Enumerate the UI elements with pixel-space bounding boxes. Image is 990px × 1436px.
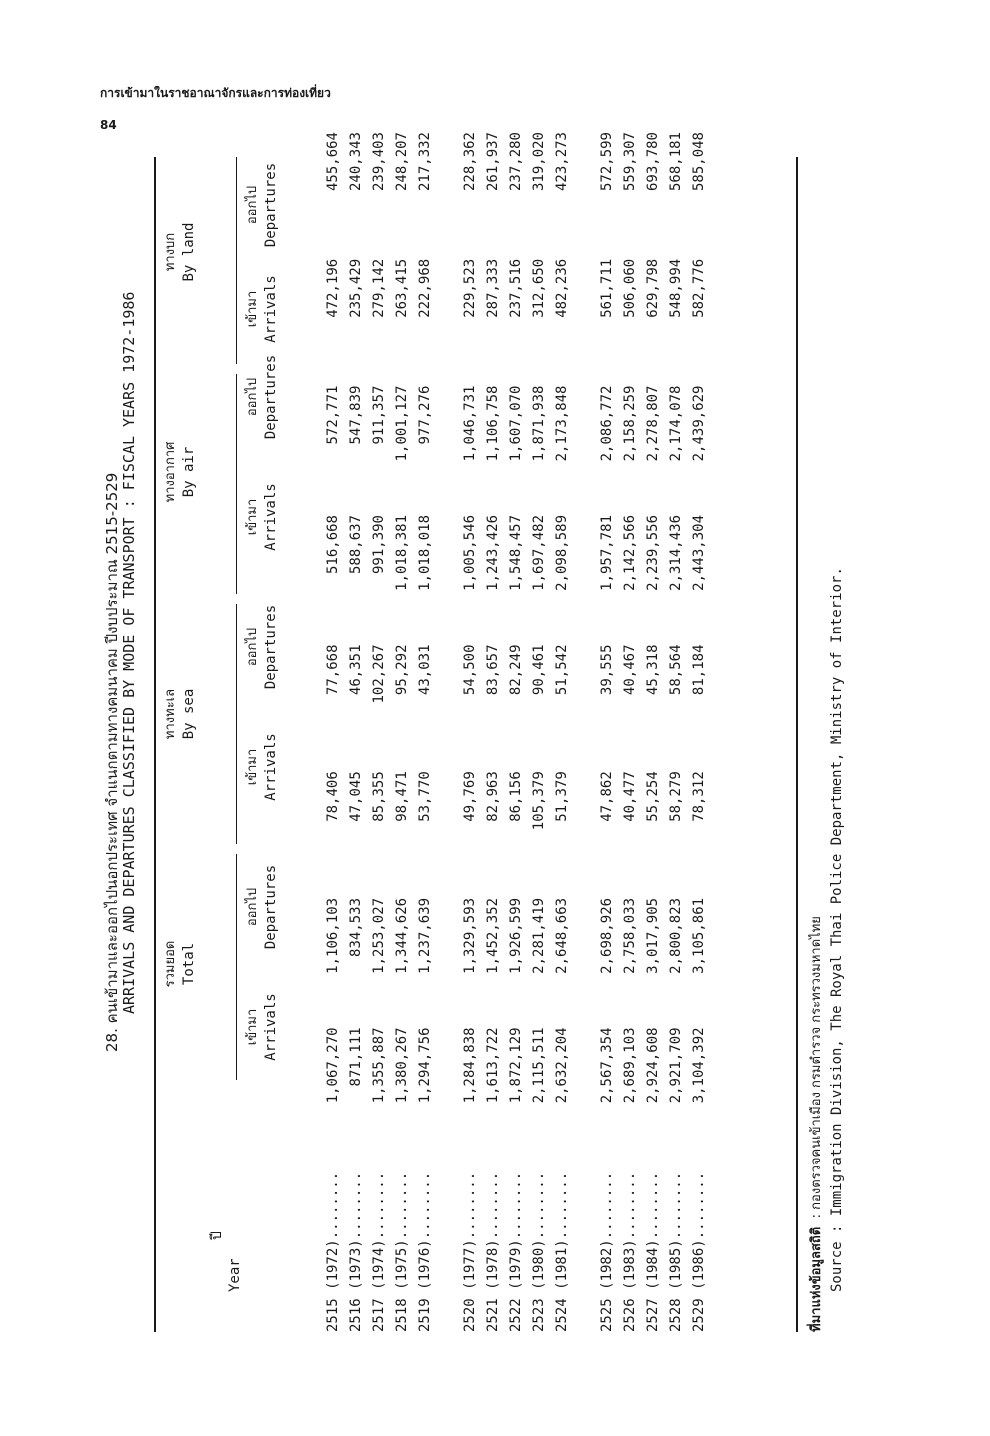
value-cell: 222,968 [417, 258, 433, 318]
value-cell: 2,758,033 [622, 897, 638, 974]
group-english: By land [181, 222, 197, 282]
value-cell: 472,196 [325, 258, 341, 318]
year-header-thai: ปี [209, 1231, 225, 1240]
value-cell: 85,355 [371, 771, 387, 822]
value-cell: 977,276 [417, 385, 433, 445]
value-cell: 3,105,861 [691, 897, 707, 974]
spacer-cell [574, 132, 596, 1332]
table-top-rule [154, 157, 156, 1332]
value-cell: 516,668 [325, 515, 341, 575]
value-cell: 629,798 [645, 258, 661, 318]
col-header-english: Arrivals [263, 993, 279, 1061]
col-header-english: Departures [263, 354, 279, 440]
value-cell: 105,379 [531, 771, 547, 831]
col-header-thai: ออกไป [245, 377, 260, 417]
value-cell: 2,173,848 [554, 385, 570, 462]
value-cell: 45,318 [645, 644, 661, 696]
year-cell: 2526 (1983)........ [622, 1171, 638, 1332]
value-cell: 2,278,807 [645, 385, 661, 462]
year-cell: 2527 (1984)........ [645, 1171, 661, 1332]
value-cell: 43,031 [417, 644, 433, 696]
value-cell: 911,357 [371, 385, 387, 445]
value-cell: 2,924,608 [645, 1027, 661, 1104]
value-cell: 482,236 [554, 258, 570, 318]
group-thai: รวมยอด [163, 940, 178, 988]
table-row [528, 132, 551, 1332]
value-cell: 1,237,639 [417, 897, 433, 974]
col-header-land-arrivals [244, 254, 280, 364]
value-cell: 54,500 [462, 644, 478, 696]
value-cell: 237,280 [508, 132, 524, 192]
table-bottom-rule [796, 157, 798, 1332]
year-cell: 2518 (1975)........ [394, 1171, 410, 1332]
value-cell: 2,921,709 [668, 1027, 684, 1104]
value-cell: 47,045 [348, 771, 364, 822]
value-cell: 588,637 [348, 515, 364, 575]
value-cell: 1,697,482 [531, 515, 547, 591]
col-header-thai: ออกไป [245, 627, 260, 667]
col-header-thai: เข้ามา [245, 290, 260, 328]
group-english: By air [181, 446, 197, 498]
value-cell: 1,253,027 [371, 897, 387, 974]
year-cell: 2515 (1972)........ [325, 1171, 341, 1332]
col-header-thai: เข้ามา [245, 1008, 260, 1046]
value-cell: 40,467 [622, 644, 638, 696]
value-cell: 2,239,556 [645, 515, 661, 591]
value-cell: 217,332 [417, 132, 433, 192]
running-head: การเข้ามาในราชอาณาจักรและการท่องเที่ยว [100, 86, 331, 100]
year-cell: 2524 (1981)........ [554, 1171, 570, 1332]
table-row [551, 132, 574, 1332]
value-cell: 287,333 [485, 258, 501, 318]
value-cell: 2,567,354 [599, 1027, 615, 1104]
value-cell: 455,664 [325, 132, 341, 192]
value-cell: 561,711 [599, 258, 615, 318]
value-cell: 547,839 [348, 385, 364, 445]
data-table [322, 132, 711, 1332]
value-cell: 240,343 [348, 132, 364, 192]
col-header-total-arrivals [244, 972, 280, 1082]
value-cell: 871,111 [348, 1027, 364, 1087]
value-cell: 548,994 [668, 258, 684, 318]
year-cell: 2516 (1973)........ [348, 1171, 364, 1332]
value-cell: 1,613,722 [485, 1027, 501, 1104]
value-cell: 77,668 [325, 644, 341, 696]
value-cell: 423,273 [554, 132, 570, 192]
table-row [345, 132, 368, 1332]
table-row [414, 132, 437, 1332]
group-spacer [574, 132, 596, 1332]
value-cell: 1,380,267 [394, 1027, 410, 1104]
year-cell: 2523 (1980)........ [531, 1171, 547, 1332]
value-cell: 2,689,103 [622, 1027, 638, 1104]
group-english: Total [181, 942, 197, 986]
value-cell: 86,156 [508, 771, 524, 822]
value-cell: 2,632,204 [554, 1027, 570, 1104]
year-cell: 2525 (1982)........ [599, 1171, 615, 1332]
value-cell: 90,461 [531, 644, 547, 696]
value-cell: 2,142,566 [622, 515, 638, 591]
value-cell: 53,770 [417, 771, 433, 822]
col-header-air-arrivals [244, 462, 280, 572]
value-cell: 572,599 [599, 132, 615, 192]
value-cell: 82,249 [508, 644, 524, 696]
group-english: By sea [181, 688, 197, 740]
col-header-english: Departures [263, 604, 279, 690]
group-underline-land [236, 157, 237, 364]
col-header-english: Arrivals [263, 275, 279, 343]
value-cell: 2,086,772 [599, 385, 615, 462]
value-cell: 229,523 [462, 258, 478, 318]
year-cell: 2522 (1979)........ [508, 1171, 524, 1332]
group-header-air [162, 372, 198, 572]
col-header-sea-arrivals [244, 712, 280, 822]
group-header-land [162, 152, 198, 352]
value-cell: 78,312 [691, 771, 707, 822]
value-cell: 834,533 [348, 897, 364, 957]
col-header-total-departures [244, 852, 280, 962]
value-cell: 237,516 [508, 258, 524, 318]
value-cell: 2,439,629 [691, 385, 707, 462]
table-row [482, 132, 505, 1332]
value-cell: 1,926,599 [508, 897, 524, 974]
group-underline-air [236, 374, 237, 594]
col-header-english: Arrivals [263, 483, 279, 551]
year-cell: 2521 (1978)........ [485, 1171, 501, 1332]
value-cell: 2,174,078 [668, 385, 684, 462]
value-cell: 81,184 [691, 644, 707, 696]
table-row [596, 132, 619, 1332]
col-header-english: Departures [263, 864, 279, 950]
group-underline-total [236, 854, 237, 1080]
value-cell: 1,957,781 [599, 515, 615, 591]
value-cell: 1,106,103 [325, 897, 341, 974]
value-cell: 102,267 [371, 644, 387, 704]
value-cell: 2,098,589 [554, 515, 570, 591]
source-note [806, 567, 847, 1332]
table-row [619, 132, 642, 1332]
col-header-thai: เข้ามา [245, 498, 260, 536]
value-cell: 2,115,511 [531, 1027, 547, 1104]
value-cell: 991,390 [371, 515, 387, 575]
col-header-english: Departures [263, 162, 279, 248]
year-cell: 2528 (1985)........ [668, 1171, 684, 1332]
col-header-thai: ออกไป [245, 887, 260, 927]
value-cell: 1,018,381 [394, 515, 410, 591]
value-cell: 559,307 [622, 132, 638, 192]
value-cell: 2,314,436 [668, 515, 684, 591]
value-cell: 506,060 [622, 258, 638, 318]
value-cell: 1,284,838 [462, 1027, 478, 1104]
value-cell: 78,406 [325, 771, 341, 822]
value-cell: 1,018,018 [417, 515, 433, 591]
group-header-sea [162, 594, 198, 834]
value-cell: 1,607,070 [508, 385, 524, 462]
table-row [322, 132, 345, 1332]
group-thai: ทางบก [163, 232, 178, 272]
value-cell: 1,005,546 [462, 515, 478, 591]
value-cell: 2,281,419 [531, 897, 547, 974]
year-cell: 2517 (1974)........ [371, 1171, 387, 1332]
group-underline-sea [236, 604, 237, 844]
value-cell: 2,698,926 [599, 897, 615, 974]
value-cell: 1,294,756 [417, 1027, 433, 1104]
value-cell: 2,800,823 [668, 897, 684, 974]
source-label-thai: ที่มาแห่งข้อมูลสถิติ [809, 1226, 824, 1332]
value-cell: 1,243,426 [485, 515, 501, 591]
value-cell: 228,362 [462, 132, 478, 192]
table-row [665, 132, 688, 1332]
value-cell: 39,555 [599, 644, 615, 696]
value-cell: 2,158,259 [622, 385, 638, 462]
group-spacer [437, 132, 459, 1332]
value-cell: 3,017,905 [645, 897, 661, 974]
value-cell: 2,648,663 [554, 897, 570, 974]
value-cell: 235,429 [348, 258, 364, 318]
value-cell: 263,415 [394, 258, 410, 318]
value-cell: 568,181 [668, 132, 684, 192]
table-title-thai: 28. คนเข้ามาและออกไปนอกประเทศ จำแนกตามทางคมนาคม ปีงบประมาณ 2515-2529 [103, 472, 121, 1052]
value-cell: 51,542 [554, 644, 570, 696]
col-header-english: Arrivals [263, 733, 279, 801]
col-header-thai: เข้ามา [245, 748, 260, 786]
source-thai: : กองตรวจคนเข้าเมือง กรมตำรวจ กระทรวงมหาดไทย [809, 916, 824, 1219]
value-cell: 98,471 [394, 771, 410, 822]
table-row [642, 132, 665, 1332]
spacer-cell [437, 132, 459, 1332]
value-cell: 55,254 [645, 771, 661, 822]
value-cell: 261,937 [485, 132, 501, 192]
value-cell: 1,355,887 [371, 1027, 387, 1104]
value-cell: 82,963 [485, 771, 501, 822]
value-cell: 585,048 [691, 132, 707, 192]
value-cell: 83,657 [485, 644, 501, 696]
value-cell: 693,780 [645, 132, 661, 192]
value-cell: 572,771 [325, 385, 341, 445]
table-row [459, 132, 482, 1332]
source-english: Source : Immigration Division, The Royal Thai Police Department, Ministry of Interior. [829, 567, 845, 1292]
value-cell: 47,862 [599, 771, 615, 822]
table-row [391, 132, 414, 1332]
year-cell: 2520 (1977)........ [462, 1171, 478, 1332]
table-row [368, 132, 391, 1332]
rotated-table-page [88, 132, 848, 1332]
value-cell: 1,548,457 [508, 515, 524, 591]
value-cell: 95,292 [394, 644, 410, 696]
source-thai-line [806, 567, 827, 1332]
table-row [688, 132, 711, 1332]
value-cell: 1,046,731 [462, 385, 478, 462]
value-cell: 239,403 [371, 132, 387, 192]
group-header-total [162, 854, 198, 1074]
value-cell: 1,344,626 [394, 897, 410, 974]
value-cell: 58,564 [668, 644, 684, 696]
value-cell: 312,650 [531, 258, 547, 318]
value-cell: 319,020 [531, 132, 547, 192]
value-cell: 46,351 [348, 644, 364, 696]
table-title-english: ARRIVALS AND DEPARTURES CLASSIFIED BY MODE OF TRANSPORT : FISCAL YEARS 1972-1986 [120, 291, 138, 1014]
value-cell: 1,452,352 [485, 897, 501, 974]
col-header-sea-departures [244, 592, 280, 702]
col-header-land-departures [244, 150, 280, 260]
year-header-english: Year [227, 1258, 243, 1292]
year-cell: 2529 (1986)........ [691, 1171, 707, 1332]
value-cell: 1,871,938 [531, 385, 547, 462]
value-cell: 1,106,758 [485, 385, 501, 462]
value-cell: 49,769 [462, 771, 478, 822]
value-cell: 40,477 [622, 771, 638, 822]
value-cell: 58,279 [668, 771, 684, 822]
value-cell: 248,207 [394, 132, 410, 192]
table-row [505, 132, 528, 1332]
page-number: 84 [100, 118, 117, 132]
value-cell: 1,872,129 [508, 1027, 524, 1104]
year-cell: 2519 (1976)........ [417, 1171, 433, 1332]
group-thai: ทางอากาศ [163, 441, 178, 503]
value-cell: 279,142 [371, 258, 387, 318]
year-header [208, 1231, 244, 1292]
value-cell: 582,776 [691, 258, 707, 318]
value-cell: 2,443,304 [691, 515, 707, 591]
value-cell: 1,001,127 [394, 385, 410, 462]
col-header-thai: ออกไป [245, 185, 260, 225]
value-cell: 1,067,270 [325, 1027, 341, 1104]
group-thai: ทางทะเล [163, 688, 178, 740]
value-cell: 3,104,392 [691, 1027, 707, 1104]
value-cell: 51,379 [554, 771, 570, 822]
value-cell: 1,329,593 [462, 897, 478, 974]
